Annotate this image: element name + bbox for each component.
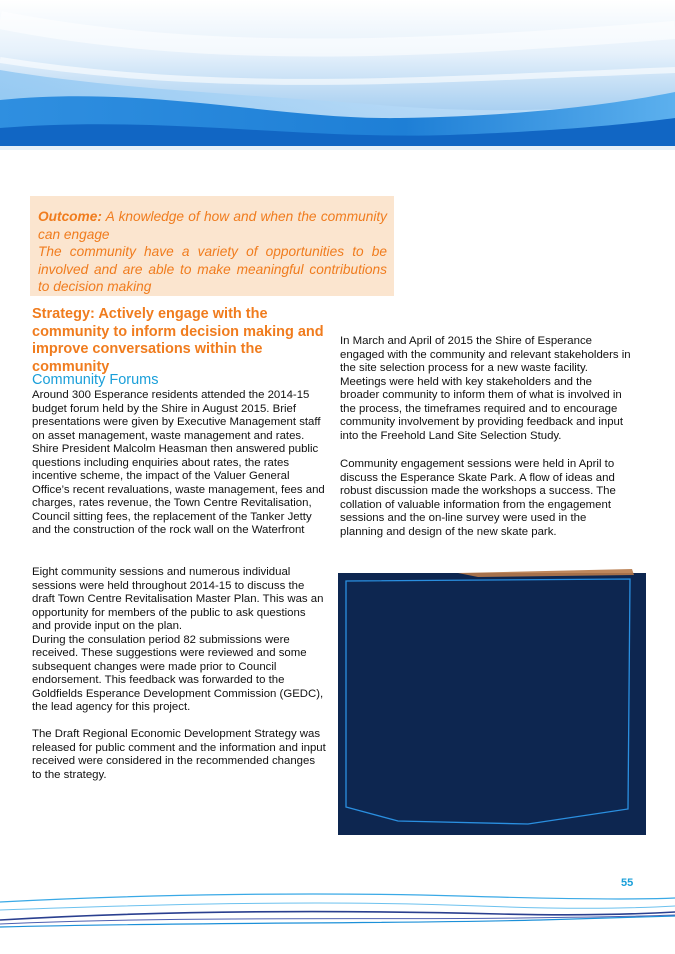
outcome-line-1: A knowledge of how and when the community can engage	[38, 209, 388, 242]
section-heading: Community Forums	[32, 372, 159, 388]
right-paragraph-2: Community engagement sessions were held in April to discuss the Esperance Skate Park. A flow of ideas and robust discussion made the workshops a success. The collation of valuable information from the engagement sessions and the on-line survey were used in the planning and design of the new skate park.	[340, 458, 616, 538]
left-paragraph-3: During the consulation period 82 submissions were received. These suggestions were reviewed and some subsequent changes were made prior to Council endorsement. This feedback was forwarded to the Goldfields Esperance Development Commission (GEDC), the lead agency for this project.	[32, 633, 324, 713]
left-paragraph-4: The Draft Regional Economic Development Strategy was released for public comment and the information and input received were considered in the recommended changes to the strategy.	[32, 728, 326, 781]
outcome-label: Outcome:	[38, 209, 102, 224]
outcome-text	[38, 208, 387, 296]
header-wave-banner	[0, 0, 675, 150]
right-paragraph-1: In March and April of 2015 the Shire of Esperance engaged with the community and relevant stakeholders in the site selection process for a new waste facility. Meetings were held with key stakeholders and the broader community to inform them of what is involved in the process, the timeframes required and to encourage community involvement by providing feedback and input into the Freehold Land Site Selection Study.	[340, 335, 631, 442]
footer-wave-graphic	[0, 880, 675, 954]
left-paragraph-group	[32, 566, 327, 715]
strategy-heading: Strategy: Actively engage with the community to inform decision making and improve conversations within the community	[32, 306, 324, 375]
skate-park-photo	[338, 569, 646, 835]
left-paragraph-2: Eight community sessions and numerous individual sessions were held throughout 2014-15 to discuss the draft Town Centre Revitalisation Master Plan. This was an opportunity for members of the public to ask questions and provide input on the plan.	[32, 566, 324, 632]
left-paragraph-1: Around 300 Esperance residents attended the 2014-15 budget forum held by the Shire in August 2015. Brief presentations were given by Executive Management staff on asset management, waste management and rates. Shire President Malcolm Heasman then answered public questions including enquiries about rates, the rates incentive scheme, the impact of the Valuer General Office’s recent revaluations, waste management, fees and charges, rates revenue, the Town Centre Revitalisation, Council sitting fees, the replacement of the Tanker Jetty and the construction of the rock wall on the Waterfront	[32, 389, 325, 536]
page-number: 55	[621, 877, 634, 889]
outcome-line-2: The community have a variety of opportunities to be involved and are able to make meaningful contributions to decision making	[38, 244, 387, 294]
